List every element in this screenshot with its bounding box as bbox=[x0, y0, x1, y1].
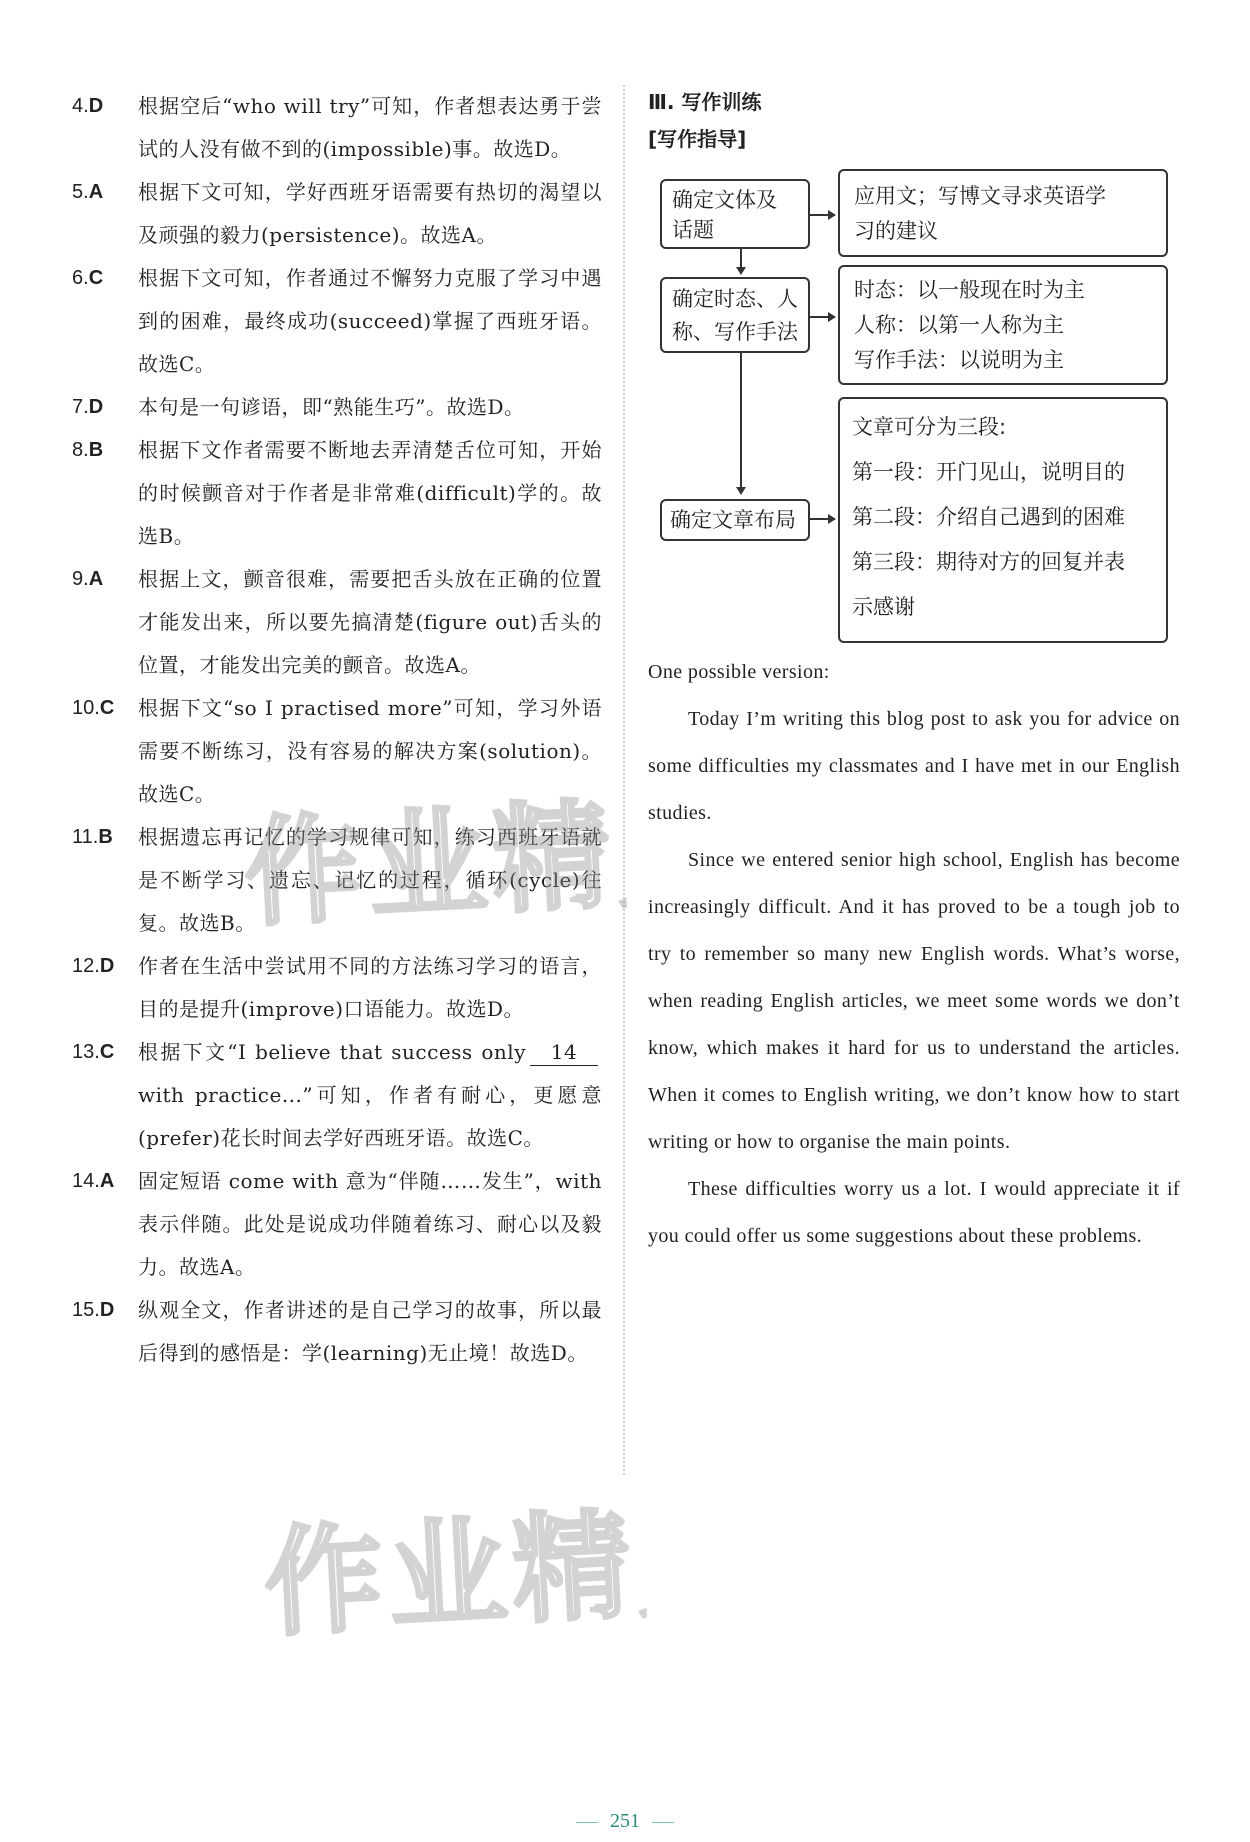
answer-explanation: 纵观全文，作者讲述的是自己学习的故事，所以最后得到的感悟是：学(learning)无止境！故选D。 bbox=[138, 1298, 602, 1365]
column-divider bbox=[623, 85, 625, 1475]
answer-explanation: 根据空后“who will try”可知，作者想表达勇于尝试的人没有做不到的(impossible)事。故选D。 bbox=[138, 94, 602, 161]
answer-explanation: 根据上文，颤音很难，需要把舌头放在正确的位置才能发出来，所以要先搞清楚(figure out)舌头的位置，才能发出完美的颤音。故选A。 bbox=[138, 567, 602, 677]
blank-number: 14 bbox=[530, 1039, 598, 1066]
answer-list bbox=[72, 85, 602, 1375]
step-detail-box: 时态：以一般现在时为主 人称：以第一人称为主 写作手法：以说明为主 bbox=[838, 265, 1168, 385]
answer-explanation: 根据下文“so I practised more”可知，学习外语需要不断练习，没有容易的解决方案(solution)。故选C。 bbox=[138, 696, 602, 806]
answer-number: 9.A bbox=[72, 568, 104, 590]
svg-text:作业精灵: 作业精灵 bbox=[261, 1490, 648, 1650]
answer-explanation: 根据下文可知，学好西班牙语需要有热切的渴望以及顽强的毅力(persistence)。故选A。 bbox=[138, 180, 602, 247]
guide-title: [写作指导] bbox=[648, 127, 747, 151]
svg-text:作业精灵: 作业精灵 bbox=[241, 780, 628, 940]
step-detail-box: 文章可分为三段: 第一段：开门见山，说明目的 第二段：介绍自己遇到的困难 第三段：期待对方的回复并表 示感谢 bbox=[838, 397, 1168, 643]
answer-explanation: 根据下文作者需要不断地去弄清楚舌位可知，开始的时候颤音对于作者是非常难(difficult)学的。故选B。 bbox=[138, 438, 602, 548]
step-box: 确定文章布局 bbox=[660, 499, 810, 541]
page-number-dash bbox=[652, 1822, 674, 1823]
watermark bbox=[261, 1490, 649, 1678]
answer-number: 11.B bbox=[72, 826, 113, 848]
answer-item bbox=[72, 171, 602, 257]
essay-lead: One possible version: bbox=[648, 661, 830, 683]
essay-paragraph: These difficulties worry us a lot. I would appreciate it if you could offer us some suggestions about these problems. bbox=[648, 1178, 1180, 1247]
answer-explanation: 固定短语 come with 意为“伴随……发生”，with 表示伴随。此处是说成功伴随着练习、耐心以及毅力。故选A。 bbox=[138, 1169, 602, 1279]
answer-number: 13.C bbox=[72, 1041, 115, 1063]
writing-guide-diagram bbox=[648, 167, 1180, 643]
link-arrowhead bbox=[828, 514, 836, 524]
watermark-logo bbox=[261, 1490, 648, 1650]
answer-explanation: 根据遗忘再记忆的学习规律可知，练习西班牙语就是不断学习、遗忘、记忆的过程，循环(cycle)往复。故选B。 bbox=[138, 825, 602, 935]
page-number: 251 bbox=[0, 1810, 1250, 1833]
link-arrowhead bbox=[828, 312, 836, 322]
answer-number: 14.A bbox=[72, 1170, 115, 1192]
answer-item bbox=[72, 1031, 602, 1160]
essay-paragraph: Since we entered senior high school, English has become increasingly difficult. And it has proved to be a tough job to try to remember so many new English words. What’s worse, when reading English articles, we meet some words we don’t know, which makes it hard for us to understand the articles. When it comes to English writing, we don’t know how to start writing or how to organise the main points. bbox=[648, 849, 1180, 1153]
page-number-dash bbox=[576, 1822, 598, 1823]
step-detail-box: 应用文；写博文寻求英语学 习的建议 bbox=[838, 169, 1168, 257]
answer-explanation: 作者在生活中尝试用不同的方法练习学习的语言，目的是提升(improve)口语能力。故选D。 bbox=[138, 954, 602, 1021]
answer-number: 8.B bbox=[72, 439, 104, 461]
answer-number: 5.A bbox=[72, 181, 104, 203]
answer-explanation: 根据下文可知，作者通过不懈努力克服了学习中遇到的困难，最终成功(succeed)掌握了西班牙语。故选C。 bbox=[138, 266, 602, 376]
answer-item bbox=[72, 257, 602, 386]
flow-arrowhead bbox=[736, 487, 746, 495]
answer-item bbox=[72, 816, 602, 945]
step-box: 确定文体及 话题 bbox=[660, 179, 810, 249]
model-essay bbox=[648, 649, 1180, 1260]
answer-item bbox=[72, 687, 602, 816]
answer-item bbox=[72, 85, 602, 171]
answer-number: 12.D bbox=[72, 955, 115, 977]
answer-number: 7.D bbox=[72, 396, 104, 418]
answer-item bbox=[72, 945, 602, 1031]
answer-explanation: 根据下文“I believe that success only 14with practice...”可知，作者有耐心，更愿意(prefer)花长时间去学好西班牙语。故选C。 bbox=[138, 1040, 602, 1150]
answer-number: 15.D bbox=[72, 1299, 115, 1321]
answer-item bbox=[72, 1160, 602, 1289]
flow-arrowhead bbox=[736, 267, 746, 275]
answer-explanation: 本句是一句谚语，即“熟能生巧”。故选D。 bbox=[138, 395, 525, 419]
answer-item bbox=[72, 558, 602, 687]
answer-item bbox=[72, 1289, 602, 1375]
answer-number: 10.C bbox=[72, 697, 115, 719]
writing-section bbox=[648, 85, 1180, 1260]
essay-paragraph: Today I’m writing this blog post to ask you for advice on some difficulties my classmates and I have met in our English studies. bbox=[648, 708, 1180, 824]
answer-number: 6.C bbox=[72, 267, 104, 289]
answer-number: 4.D bbox=[72, 95, 104, 117]
answer-item bbox=[72, 429, 602, 558]
link-arrowhead bbox=[828, 210, 836, 220]
answer-item bbox=[72, 386, 602, 429]
step-box: 确定时态、人 称、写作手法 bbox=[660, 277, 810, 353]
section-title: Ⅲ. 写作训练 bbox=[648, 90, 762, 114]
